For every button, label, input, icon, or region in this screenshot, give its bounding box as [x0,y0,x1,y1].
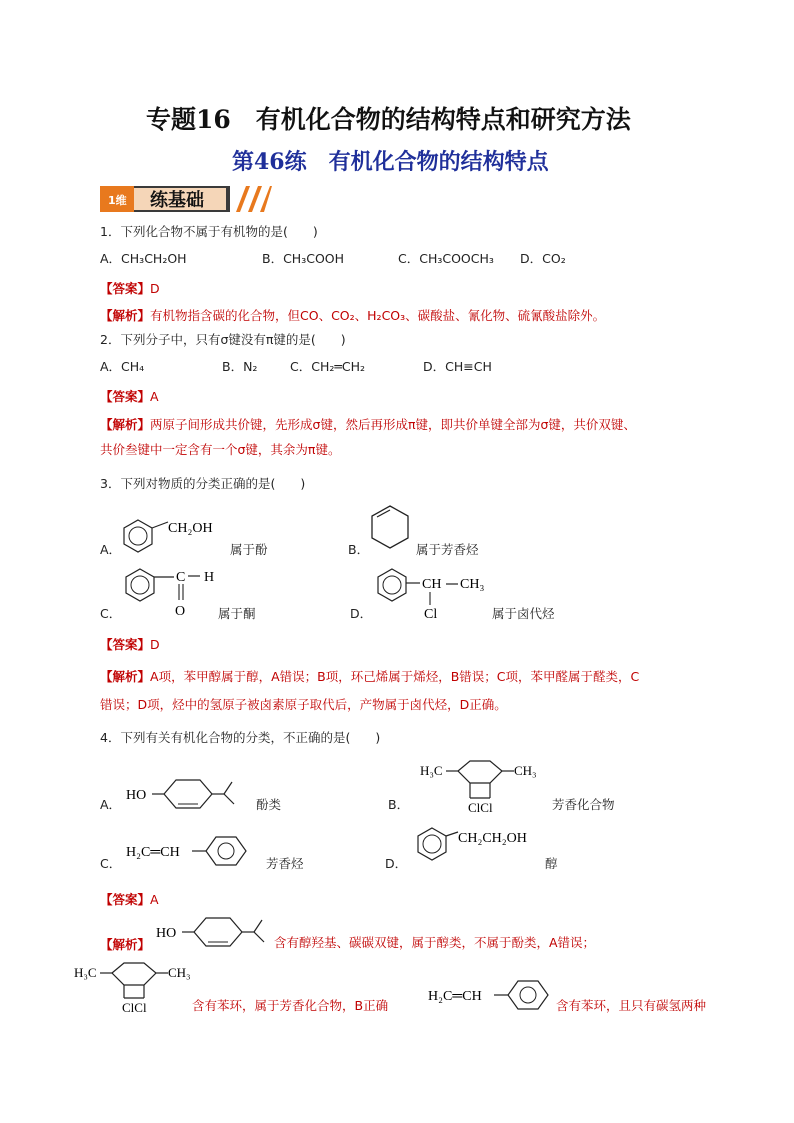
q4-explain-part3: 含有苯环，且只有碳氢两种 [556,998,707,1013]
cyclohexene-structure [366,502,414,554]
q1-explain-label: 【解析】 [100,308,151,323]
page-subtitle: 第46练 有机化合物的结构特点 [232,149,549,175]
q4-option-b-letter: B． [388,797,410,812]
q2-answer-label: 【答案】 [100,389,151,404]
page-title: 专题16 有机化合物的结构特点和研究方法 [146,105,631,134]
q4-explain-part2: 含有苯环，属于芳香化合物，B正确 [192,998,389,1013]
q4-explain-ho: HO [156,926,177,941]
q4d-formula: CH₂CH₂OH [458,831,527,846]
q3-explain-line2: 错误；D项，烃中的氢原子被卤素原子取代后，产物属于卤代烃，D正确。 [100,697,507,712]
q3-explain-label: 【解析】 [100,669,151,684]
q2-option-c: C．CH₂═CH₂ [290,359,366,374]
q4-option-a-letter: A． [100,797,122,812]
q3-option-d-letter: D． [350,606,373,621]
q2-option-d: D．CH≡CH [423,359,492,374]
q3d-cl: Cl [424,607,438,622]
q4-answer-label: 【答案】 [100,892,151,907]
q4a-ho: HO [126,788,147,803]
q1-answer [100,278,160,297]
q3c-carbon: C [176,570,186,585]
q1-explain-text: 有机物指含碳的化合物，但CO、CO₂、H₂CO₃、碳酸盐、氰化物、硫氰酸盐除外。 [150,308,606,323]
section-banner [100,182,260,216]
q3c-hydrogen: H [204,570,215,585]
q4-answer [100,889,159,908]
q2-explain-label: 【解析】 [100,417,151,432]
q1-option-c: C．CH₃COOCH₃ [398,251,494,266]
banner-label: 练基础 [150,190,204,211]
chloroethylbenzene-structure [374,565,498,623]
q4-explain-clcl: ClCl [122,1000,147,1015]
q4-explain-part1: 含有醇羟基、碳碳双键，属于醇类，不属于酚类，A错误； [274,935,596,950]
q1-answer-value: D [150,281,160,296]
q2-answer-value: A [150,389,159,404]
q4c-vinyl: H₂C═CH [126,845,180,860]
q4-explain-h3c: H₃C [74,965,97,980]
q1-option-b: B．CH₃COOH [262,251,345,266]
q4-explain-label: 【解析】 [100,937,151,952]
q2-answer [100,386,159,405]
q1-option-a: A．CH₃CH₂OH [100,251,187,266]
q3c-oxygen: O [175,604,186,619]
q2-explanation [100,414,636,433]
q2-option-a: A．CH₄ [100,359,145,374]
q2-explain-line2: 共价叁键中一定含有一个σ键，其余为π键。 [100,442,341,457]
q3-answer [100,634,160,653]
banner-badge: 1维 [108,194,127,207]
q3-option-b-class: 属于芳香烃 [416,542,479,557]
q4-option-b-class: 芳香化合物 [552,797,615,812]
q4-explain-vinyl: H₂C═CH [428,989,482,1004]
q3-answer-value: D [150,637,160,652]
q4-explain-ch3: CH₃ [168,965,191,980]
q2-option-b: B．N₂ [222,359,258,374]
q1-explanation [100,305,605,324]
q4d-structure [414,822,544,868]
q4b-clcl: ClCl [468,800,493,815]
q4b-structure [420,758,542,818]
q3-option-c-class: 属于酮 [218,606,256,621]
q4-option-c-letter: C． [100,856,122,871]
q4-explain-structure-a [154,912,276,952]
q4a-structure [124,774,246,814]
q4-explain-structure-b [74,960,196,1016]
q2-stem: 2．下列分子中，只有σ键没有π键的是( ) [100,332,346,347]
q4-option-c-class: 芳香烃 [266,856,304,871]
q3d-ch3: CH₃ [460,577,485,592]
banner-graphic [100,182,272,216]
q2-explain-line1: 两原子间形成共价键，先形成σ键，然后再形成π键，即共价单键全部为σ键，共价双键、 [150,417,636,432]
q3-stem: 3．下列对物质的分类正确的是( ) [100,476,306,491]
q4-stem: 4．下列有关有机化合物的分类，不正确的是( ) [100,730,381,745]
q3d-ch: CH [422,577,442,592]
q1-answer-label: 【答案】 [100,281,151,296]
q3-answer-label: 【答案】 [100,637,151,652]
q4-option-d-class: 醇 [545,856,558,871]
q1-option-d: D．CO₂ [520,251,566,266]
q3-option-b-letter: B． [348,542,370,557]
q4-option-d-letter: D． [385,856,408,871]
q3-option-a-class: 属于酚 [230,542,268,557]
q4-explain-structure-c [428,976,558,1016]
benzyl-alcohol-structure [118,512,230,558]
q1-stem: 1．下列化合物不属于有机物的是( ) [100,224,318,239]
q3a-formula: CH₂OH [168,521,213,536]
q4-answer-value: A [150,892,159,907]
q3-option-d-class: 属于卤代烃 [492,606,555,621]
q3-explanation [100,666,639,685]
benzaldehyde-structure [122,563,232,619]
q3-explain-line1: A项，苯甲醇属于醇，A错误；B项，环己烯属于烯烃，B错误；C项，苯甲醛属于醛类，C [150,669,640,684]
q4c-structure [126,832,256,872]
q4-option-a-class: 酚类 [256,797,282,812]
q4b-h3c: H₃C [420,763,443,778]
q3-option-a-letter: A． [100,542,122,557]
q3-option-c-letter: C． [100,606,122,621]
q4b-ch3: CH₃ [514,763,537,778]
